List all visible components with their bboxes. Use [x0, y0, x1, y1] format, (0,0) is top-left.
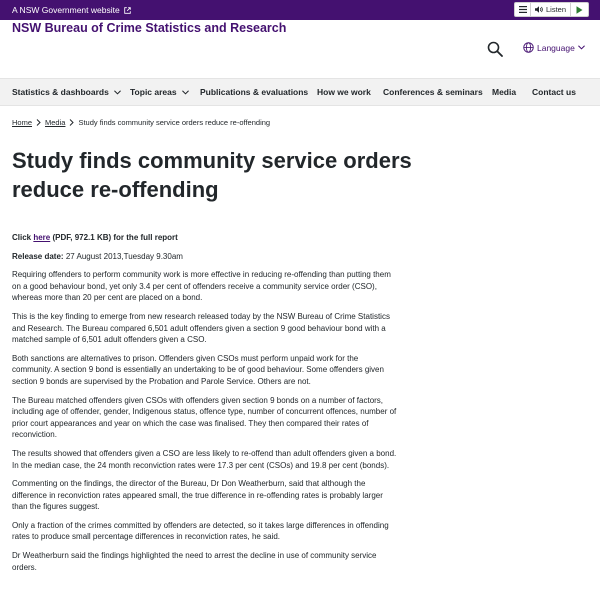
page-title: Study finds community service orders reduce re-offending — [12, 148, 412, 202]
chevron-right-icon — [69, 119, 74, 126]
nav-item-label: Media — [492, 87, 517, 97]
full-report-line — [12, 232, 397, 244]
language-selector[interactable] — [523, 42, 585, 53]
nav-item-contact-us[interactable] — [532, 79, 576, 105]
globe-icon — [523, 42, 534, 53]
breadcrumb — [12, 118, 270, 127]
speaker-icon — [535, 6, 543, 13]
release-date-label: Release date: — [12, 251, 64, 261]
breadcrumb-media[interactable]: Media — [45, 118, 66, 127]
language-label: Language — [537, 42, 575, 53]
article-paragraph: Dr Weatherburn said the findings highlighted the need to arrest the decline in use of community service orders. — [12, 551, 377, 572]
article-paragraph: The results showed that offenders given a CSO are less likely to re-offend than adult offenders given a bond. In the median case, the 24 month reconviction rates were 17.3 per cent (CSOs) and 19.8 per cent (bonds). — [12, 448, 397, 470]
nsw-government-link[interactable] — [12, 0, 131, 20]
chevron-down-icon — [114, 90, 121, 95]
breadcrumb-current: Study finds community service orders reduce re-offending — [78, 118, 271, 127]
nav-item-how-we-work[interactable] — [317, 79, 371, 105]
nav-item-topic-areas[interactable] — [130, 79, 189, 105]
article-paragraph: Both sanctions are alternatives to prison. Offenders given CSOs must perform unpaid work for the community. A section 9 bond is essentially an undertaking to be of good behaviour. Some offenders given section 9 bonds are supervised by the Probation and Parole Service. Others are not. — [12, 353, 384, 386]
site-title[interactable]: NSW Bureau of Crime Statistics and Research — [12, 21, 287, 35]
nav-item-label: Statistics & dashboards — [12, 87, 109, 97]
external-link-icon — [124, 7, 131, 14]
play-icon — [576, 6, 583, 14]
nav-item-publications-evaluations[interactable] — [200, 79, 308, 105]
click-prefix: Click — [12, 233, 34, 242]
article-body — [12, 232, 397, 580]
play-button[interactable] — [571, 3, 588, 16]
government-bar — [0, 0, 600, 20]
listen-menu-button[interactable] — [515, 3, 531, 16]
readspeaker-widget — [514, 2, 589, 17]
search-icon[interactable] — [487, 41, 503, 57]
menu-icon — [519, 6, 527, 13]
nav-item-conferences-seminars[interactable] — [383, 79, 483, 105]
listen-label: Listen — [545, 5, 566, 14]
click-suffix: (PDF, 972.1 KB) for the full report — [50, 233, 178, 242]
article-paragraph: Commenting on the findings, the director of the Bureau, Dr Don Weatherburn, said that although the difference in reconviction rates appeared small, the true difference in re-offending rates is probably larger than the figures suggest. — [12, 479, 383, 512]
main-navigation — [0, 78, 600, 106]
full-report-link[interactable]: here — [33, 233, 51, 242]
nav-item-statistics-dashboards[interactable] — [12, 79, 121, 105]
article-paragraph: Only a fraction of the crimes committed by offenders are detected, so it takes large differences in offending rates to produce small percentage differences in reconviction rates, he said. — [12, 520, 389, 542]
release-date-line — [12, 251, 397, 263]
nav-item-media[interactable] — [492, 79, 516, 105]
listen-button[interactable] — [531, 3, 571, 16]
article-paragraph: This is the key finding to emerge from new research released today by the NSW Bureau of Crime Statistics and Research. The Bureau compared 6,501 adult offenders given a section 9 good behaviour bond with a matched sample of 6,501 adult offenders given a CSO. — [12, 311, 390, 345]
nav-item-label: Conferences & seminars — [383, 87, 483, 97]
nav-item-label: Topic areas — [130, 87, 177, 97]
chevron-right-icon — [36, 119, 41, 126]
breadcrumb-home[interactable]: Home — [12, 118, 33, 127]
nav-item-label: Publications & evaluations — [200, 87, 309, 97]
chevron-down-icon — [578, 45, 585, 50]
nav-item-label: Contact us — [532, 87, 576, 97]
chevron-down-icon — [182, 90, 189, 95]
release-date-value: 27 August 2013,Tuesday 9.30am — [63, 251, 183, 261]
nav-item-label: How we work — [317, 87, 371, 97]
nsw-government-link-text: A NSW Government website — [12, 5, 120, 15]
article-paragraph: The Bureau matched offenders given CSOs with offenders given section 9 bonds on a number of factors, including age of offender, gender, Indigenous status, offence type, number of concurrent offences, number of prior court appearances and year on which the case was finalised. They then compared their rates of reconviction. — [12, 395, 397, 440]
article-paragraph: Requiring offenders to perform community work is more effective in reducing re-offending than putting them on a good behaviour bond, yet only 3.4 per cent of offenders receive a community service order (CSO), whereas more than 20 per cent are placed on a bond. — [12, 270, 391, 303]
